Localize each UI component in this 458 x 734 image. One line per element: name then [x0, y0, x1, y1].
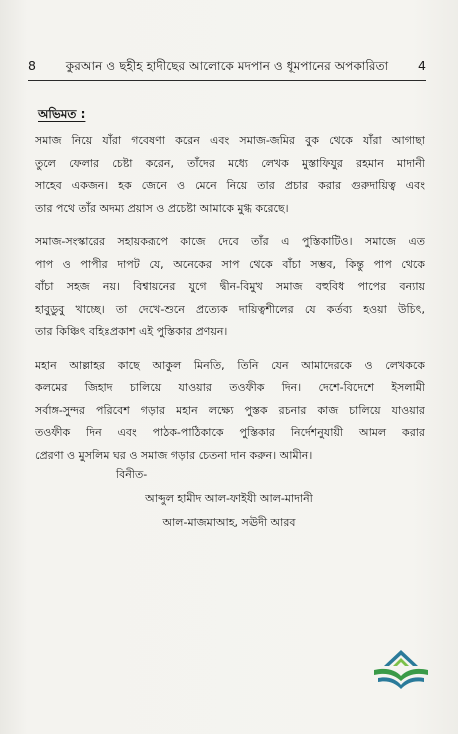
running-header	[28, 58, 426, 78]
text-line: সর্বাঙ্গ-সুন্দর পরিবেশ গড়ার মহান লক্ষ্যে পুস্তক রচনার কাজ চালিয়ে যাওয়ার	[35, 403, 425, 417]
page-number-left: 8	[28, 58, 36, 73]
signature-place: আল-মাজমাআহ, সঊদী আরব	[162, 516, 296, 529]
header-rule	[28, 80, 426, 81]
text-line: তুলে ফেলার চেষ্টা করেন, তাঁদের মধ্যে লেখক মুস্তাফিযুর রহমান মাদানী	[35, 156, 425, 170]
text-line: সমাজ নিয়ে যাঁরা গবেষণা করেন এবং সমাজ-জমির বুক থেকে যাঁরা আগাছা	[35, 134, 425, 147]
body-text	[35, 130, 425, 478]
logo-book-icon	[374, 669, 428, 689]
text-line: তওফীক দিন এবং পাঠক-পাঠিকাকে পুস্তিকার নির্দেশনুযায়ী আমল করার	[35, 426, 425, 439]
section-heading: অভিমত :	[38, 107, 86, 121]
text-line: সমাজ-সংস্কারের সহায়করূপে কাজে দেবে তাঁর এ পুস্তিকাটিও। সমাজে এত	[35, 235, 425, 248]
paragraph-3	[35, 355, 425, 468]
text-line: বাঁচা সহজ নয়। বিশ্বায়নের যুগে দ্বীন-বিমুখ সমাজ বহুবিধ পাপের বন্যায়	[35, 280, 425, 293]
text-line: তার পথে তাঁর অদম্য প্রয়াস ও প্রচেষ্টা আমাকে মুগ্ধ করেছে।	[35, 201, 289, 215]
text-line: সাহেব একজন। হক জেনে ও মেনে নিয়ে তার প্রচার করার গুরুদায়িত্ব এবং	[35, 179, 425, 192]
text-line: কলমের জিহাদ চালিয়ে যাওয়ার তওফীক দিন। দেশে-বিদেশে ইসলামী	[35, 381, 425, 394]
logo-roof-icon	[384, 650, 418, 666]
paragraph-2	[35, 231, 425, 344]
text-line: তার কিঞ্চিৎ বহিঃপ্রকাশ এই পুস্তিকার প্রণয়ন।	[35, 325, 228, 338]
paragraph-1	[35, 130, 425, 220]
page-number-right: 4	[418, 58, 426, 73]
text-line: মহান আল্লাহর কাছে আকুল মিনতি, তিনি যেন আমাদেরকে ও লেখককে	[35, 358, 425, 372]
signature-name: আব্দুল হামীদ আল-ফাইযী আল-মাদানী	[145, 492, 313, 505]
text-line: প্রেরণা ও মুসলিম ঘর ও সমাজ গড়ার চেতনা দান করুন। আমীন।	[35, 448, 313, 462]
publisher-logo-icon	[370, 648, 432, 692]
running-title: কুরআন ও ছহীহ হাদীছের আলোকে মদপান ও ধূমপানের অপকারিতা	[65, 59, 389, 73]
text-line: হাবুডুবু খাচ্ছে। তা দেখে-শুনে প্রত্যেক দায়িত্বশীলের যে কর্তব্য হওয়া উচিৎ,	[35, 302, 425, 316]
signature-label: বিনীত-	[116, 468, 148, 481]
text-line: পাপ ও পাপীর দাপট যে, অনেকের সাপ থেকে বাঁচা সম্ভব, কিন্তু পাপ থেকে	[35, 257, 425, 271]
